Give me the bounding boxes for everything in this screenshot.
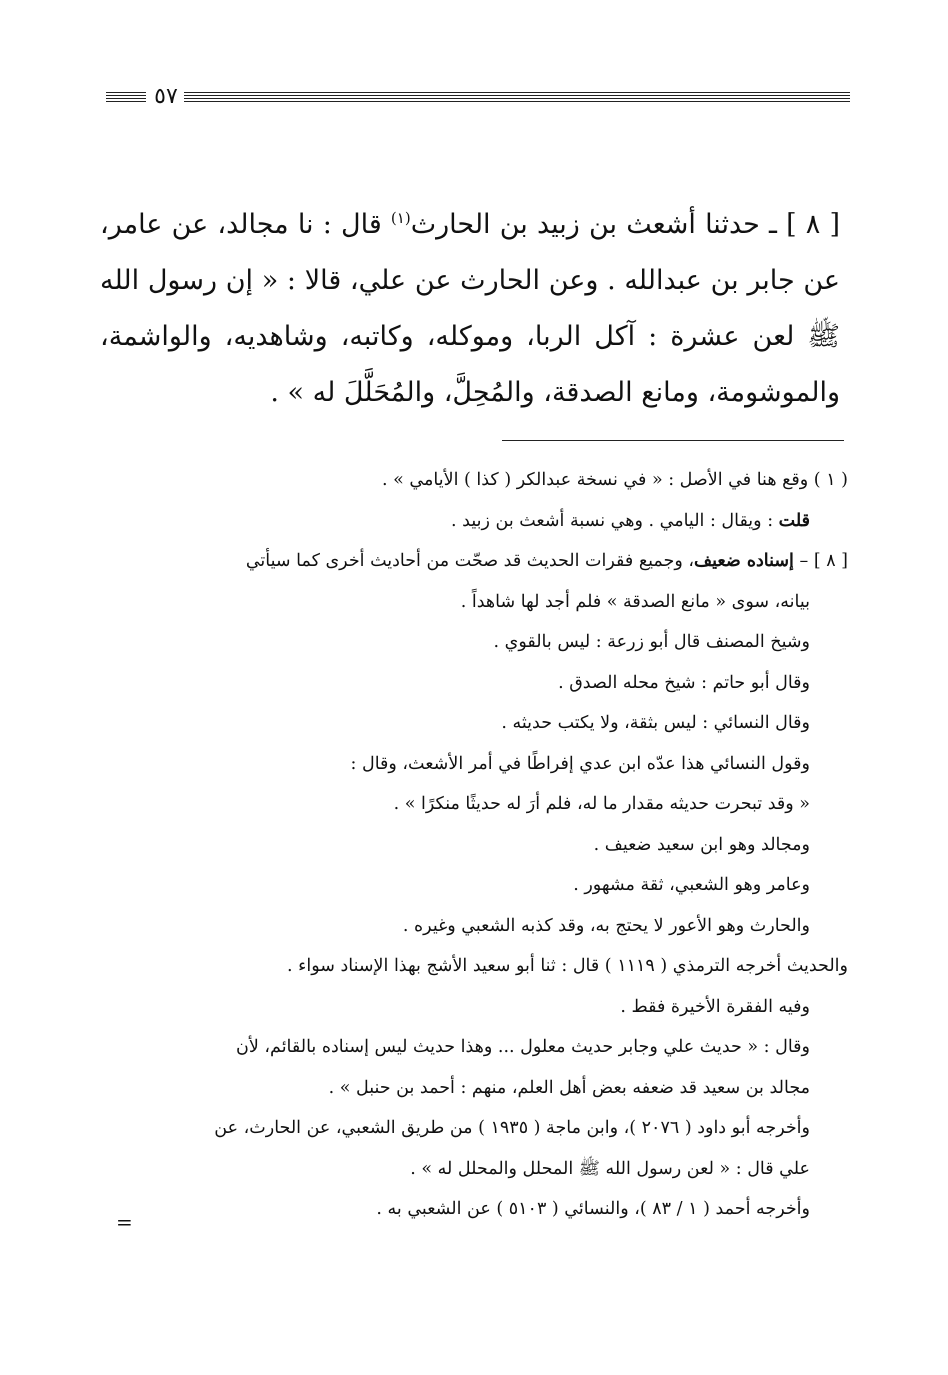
footnote-line: ومجالد وهو ابن سعيد ضعيف . (593, 834, 810, 855)
footnote-line: علي قال : « لعن رسول الله ﷺ المحلل والمحلل له » . (410, 1158, 810, 1179)
footnote-divider (502, 440, 844, 441)
footnote-line: وشيخ المصنف قال أبو زرعة : ليس بالقوي . (493, 632, 810, 652)
hadith-text (100, 190, 840, 421)
hadith-number: [ ٨ ] (786, 209, 841, 240)
footnote-line: مجالد بن سعيد قد ضعفه بعض أهل العلم، منهم : أحمد بن حنبل » . (328, 1077, 810, 1098)
footnote-8-line-1-text: ، وجميع فقرات الحديث قد صحّت من أحاديث أخرى كما سيأتي (245, 551, 695, 571)
footnote-1-line-2-text: : ويقال : اليامي . وهي نسبة أشعث بن زبيد . (451, 510, 779, 531)
hadith-text-part2: قال : نا مجالد، عن عامر، عن جابر بن عبدالله . وعن الحارث عن علي، قالا : « إن رسول الله ﷺ لعن عشرة : آكل الربا، وموكله، وكاتبه، وشاهديه، والواشمة، والموشومة، ومانع الصدقة، والمُحِلَّ، والمُحَلَّلَ له » . (100, 209, 840, 408)
qult-label: قلت (778, 510, 810, 531)
footnote-8-prefix: [ ٨ ] – (799, 551, 848, 571)
isnad-grade: إسناده ضعيف (694, 551, 794, 571)
footnote-line: وأخرجه أحمد ( ١ / ٨٣ )، والنسائي ( ٥١٠٣ ) عن الشعبي به . (376, 1199, 810, 1219)
footnote-line: وفيه الفقرة الأخيرة فقط . (620, 996, 810, 1017)
continuation-mark: = (116, 1210, 133, 1234)
footnote-line: وقال أبو حاتم : شيخ محله الصدق . (558, 672, 810, 693)
hadith-text-part1: ـ حدثنا أشعث بن زبيد بن الحارث (410, 209, 787, 240)
footnotes (112, 460, 848, 1234)
footnote-line: وعامر وهو الشعبي، ثقة مشهور . (573, 875, 810, 895)
header-rule-left (106, 92, 146, 104)
footnote-1-line-1: ( ١ ) وقع هنا في الأصل : « في نسخة عبدالكر ( كذا ) الأيامي » . (382, 470, 848, 490)
page-number: ٥٧ (154, 84, 178, 109)
footnote-line: والحارث وهو الأعور لا يحتج به، وقد كذبه الشعبي وغيره . (402, 915, 810, 936)
footnote-1-line-2 (112, 501, 848, 542)
footnote-line: وأخرجه أبو داود ( ٢٠٧٦ )، وابن ماجة ( ١٩٣٥ ) من طريق الشعبي، عن الحارث، عن (214, 1118, 810, 1138)
footnote-line: والحديث أخرجه الترمذي ( ١١١٩ ) قال : ثنا أبو سعيد الأشج بهذا الإسناد سواء . (286, 956, 848, 976)
footnote-line: « وقد تبحرت حديثه مقدار ما له، فلم أرَ له حديثًا منكرًا » . (393, 794, 810, 814)
page-header (106, 86, 850, 110)
header-rule-right (184, 92, 850, 104)
footnote-8-line-1 (112, 541, 848, 582)
footnote-line: وقال : « حديث علي وجابر حديث معلول ... وهذا حديث ليس إسناده بالقائم، لأن (236, 1037, 810, 1057)
footnote-line: بيانه، سوى « مانع الصدقة » فلم أجد لها شاهداً . (460, 591, 810, 612)
footnote-line: وقال النسائي : ليس بثقة، ولا يكتب حديثه . (501, 713, 810, 733)
footnote-line: وقول النسائي هذا عدّه ابن عدي إفراطًا في أمر الأشعث، وقال : (350, 753, 810, 774)
footnote-reference: (١) (390, 209, 411, 227)
